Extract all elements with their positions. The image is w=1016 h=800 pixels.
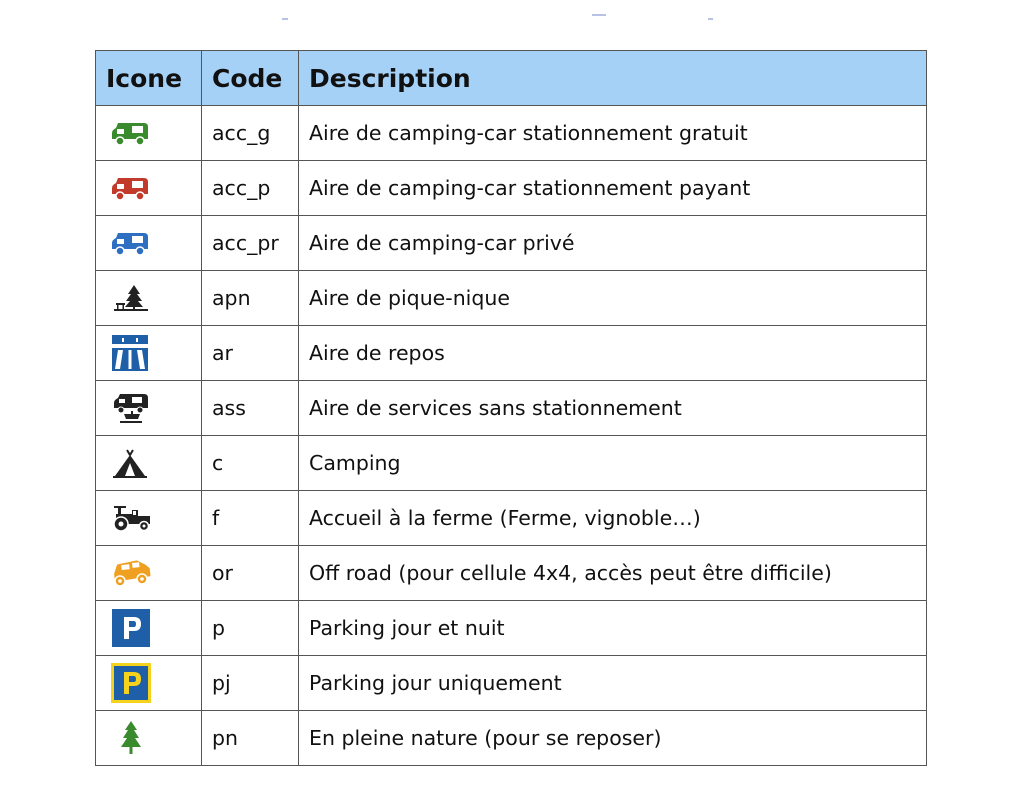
header-icon: Icone	[96, 51, 202, 106]
description-cell: Aire de repos	[299, 326, 927, 381]
table-row	[96, 381, 927, 436]
table-row	[96, 711, 927, 766]
code-cell: ass	[202, 381, 299, 436]
code-cell: c	[202, 436, 299, 491]
description-cell: En pleine nature (pour se reposer)	[299, 711, 927, 766]
table-row	[96, 326, 927, 381]
code-cell: acc_pr	[202, 216, 299, 271]
description-cell: Camping	[299, 436, 927, 491]
icon-cell	[96, 271, 202, 326]
service-station-icon	[108, 391, 154, 425]
description-cell: Aire de camping-car stationnement gratuit	[299, 106, 927, 161]
description-cell: Aire de camping-car privé	[299, 216, 927, 271]
table-row	[96, 161, 927, 216]
description-cell: Aire de camping-car stationnement payant	[299, 161, 927, 216]
icon-cell	[96, 601, 202, 656]
parking-yellow-icon	[108, 663, 154, 703]
table-row	[96, 271, 927, 326]
picnic-tree-icon	[108, 282, 154, 314]
table-row	[96, 106, 927, 161]
code-cell: acc_g	[202, 106, 299, 161]
table-row	[96, 491, 927, 546]
icon-cell	[96, 491, 202, 546]
code-cell: ar	[202, 326, 299, 381]
nature-tree-icon	[108, 719, 154, 757]
parking-blue-icon	[108, 608, 154, 648]
icon-cell	[96, 326, 202, 381]
icon-cell	[96, 546, 202, 601]
icon-cell	[96, 711, 202, 766]
table-row	[96, 656, 927, 711]
code-cell: pn	[202, 711, 299, 766]
description-cell: Off road (pour cellule 4x4, accès peut être difficile)	[299, 546, 927, 601]
code-cell: or	[202, 546, 299, 601]
icon-cell	[96, 381, 202, 436]
tractor-icon	[108, 502, 154, 534]
motorhome-red-icon	[108, 172, 154, 204]
description-cell: Parking jour et nuit	[299, 601, 927, 656]
table-row	[96, 546, 927, 601]
icon-cell	[96, 216, 202, 271]
icon-cell	[96, 656, 202, 711]
icon-cell	[96, 436, 202, 491]
description-cell: Parking jour uniquement	[299, 656, 927, 711]
table-row	[96, 601, 927, 656]
table-header-row	[96, 51, 927, 106]
header-code: Code	[202, 51, 299, 106]
offroad-4x4-icon	[108, 556, 154, 590]
description-cell: Aire de pique-nique	[299, 271, 927, 326]
tent-icon	[108, 447, 154, 479]
highway-rest-icon	[108, 334, 154, 372]
code-cell: acc_p	[202, 161, 299, 216]
icon-cell	[96, 106, 202, 161]
motorhome-blue-icon	[108, 227, 154, 259]
icon-cell	[96, 161, 202, 216]
motorhome-green-icon	[108, 117, 154, 149]
description-cell: Aire de services sans stationnement	[299, 381, 927, 436]
icon-legend-table	[95, 50, 927, 766]
description-cell: Accueil à la ferme (Ferme, vignoble…)	[299, 491, 927, 546]
header-description: Description	[299, 51, 927, 106]
table-row	[96, 216, 927, 271]
code-cell: pj	[202, 656, 299, 711]
table-row	[96, 436, 927, 491]
code-cell: f	[202, 491, 299, 546]
code-cell: p	[202, 601, 299, 656]
cropped-heading-fragment	[0, 12, 1016, 24]
code-cell: apn	[202, 271, 299, 326]
